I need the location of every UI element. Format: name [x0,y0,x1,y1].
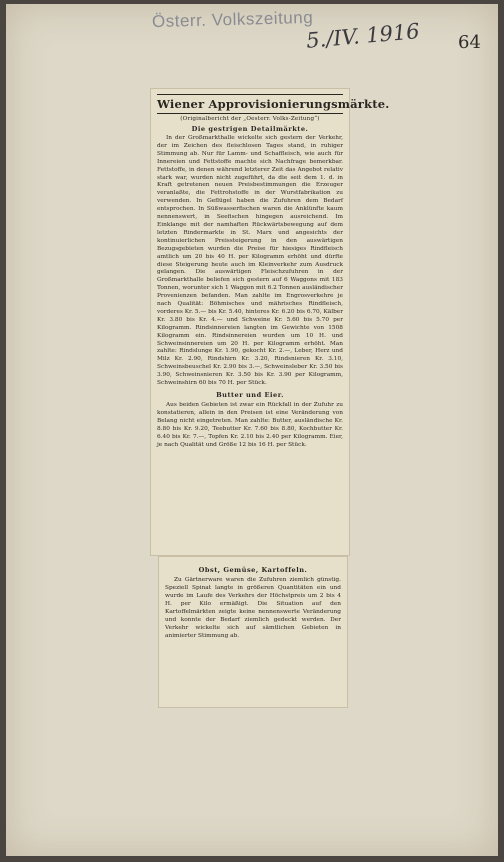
section-text-detail-markets: In der Großmarkthalle wickelte sich gestern der Verkehr, der im Zeichen des fleischlosen Tages stand, in ruhiger Stimmung ab. Nur für Lamm- und Schaffleisch, wie auch für Innereien und Fettstoffe machte sich Nachfrage bemerkbar. Fettstoffe, in denen während letzterer Zeit das Angebot relativ stark war, wurden nicht zugeführt, da die seit dem 1. d. in Kraft getretenen neuen Preisbestimmungen die Erzeuger veranlaßte, die Fettrohstoffe in der Wurstfabrikation zu verwenden. In Geflügel haben die Zufuhren dem Bedarf entsprochen. In Süßwasserfischen waren die Anklünfte kaum nennenswert, in Seefischen hingegen ausreichend. Im Einklange mit der namhaften Rückwärtsbewegung auf dem letzten Rindermarkte in St. Marx und angesichts der kontinuierlichen Preissteigerung in den auswärtigen Bezugsgebieten wurden die Preise für hiesiges Rindfleisch amtlich um 20 bis 40 H. per Kilogramm erhöht und dürfte diese Steigerung heute auch im Kleinverkehr zum Ausdruck gelangen. Die auswärtigen Fleischzufuhren in der Großmarkthalle beliefen sich gestern auf 6 Waggons mit 183 Tonnen, worunter sich 1 Waggon mit 6.2 Tonnen ausländischer Provenienzen befanden. Man zahlte im Engrosverkehre je nach Qualität: Böhmisches und mährisches Rindfleisch, vorderes Kr. 5.— bis Kr. 5.40, hinteres Kr. 6.20 bis 6.70, Kälber Kr. 3.80 bis Kr. 4.— und Schweine Kr. 5.60 bis 5.70 per Kilogramm. Rindsinnereien langten im Gewichte von 1508 Kilogramm ein. Rindsinnereien wurden um 10 H. und Schweinsinnereien um 20 H. per Kilogramm erhöht. Man zahlte: Rindslunge Kr. 1.90, gekocht Kr. 2.—, Leber, Herz und Milz Kr. 2.90, Rindshirn Kr. 3.20, Rindsnieren Kr. 3.10, Schweinsbeuschel Kr. 2.90 bis 3.—, Schweinsleber Kr. 3.50 bis 3.90, Schweinsnieren Kr. 3.50 bis Kr. 3.90 per Kilogramm, Schweinshirn 60 bis 70 H. per Stück. [157,135,343,387]
newspaper-clipping-main [150,88,390,556]
article-headline: Wiener Approvisionierungsmärkte. [157,94,343,114]
newspaper-clipping-secondary [158,556,348,708]
section-title-detail-markets: Die gestrigen Detailmärkte. [191,125,309,133]
section-text-fruit-vegetables: Zu Gärtnerware waren die Zufuhren ziemlich günstig. Speziell Spinat langte in größeren Quantitäten ein und wurde im Laufe des Verkehrs der Höchstpreis um 2 bis 4 H. per Kilo ermäßigt. Die Situation auf den Kartoffelmärkten zeigte keine nennenswerte Veränderung und konnte der Bedarf ziemlich gedeckt werden. Der Verkehr wickelte sich auf sämtlichen Gebieten in animierter Stimmung ab. [165,577,341,640]
newspaper-name-stamp: Österr. Volkszeitung [151,7,314,32]
article-byline: (Originalbericht der „Oesterr. Volks-Zeitung“) [180,116,320,122]
section-title-butter-eggs: Butter und Eier. [216,391,284,399]
section-title-fruit-vegetables: Obst, Gemüse, Kartoffeln. [198,566,308,574]
handwritten-date: 5./IV. 1916 [305,19,421,53]
page-number: 64 [458,32,481,53]
section-text-butter-eggs: Aus beiden Gebieten ist zwar ein Rückfall in der Zufuhr zu konstatieren, allein in den Preisen ist eine Veränderung von Belang nicht eingetreten. Man zahlte: Butter, ausländische Kr. 8.80 bis Kr. 9.20, Teebutter Kr. 7.60 bis 8.80, Kochbutter Kr. 6.40 bis Kr. 7.—, Topfen Kr. 2.10 bis 2.40 per Kilogramm. Eier, je nach Qualität und Größe 12 bis 16 H. per Stück. [157,402,343,449]
